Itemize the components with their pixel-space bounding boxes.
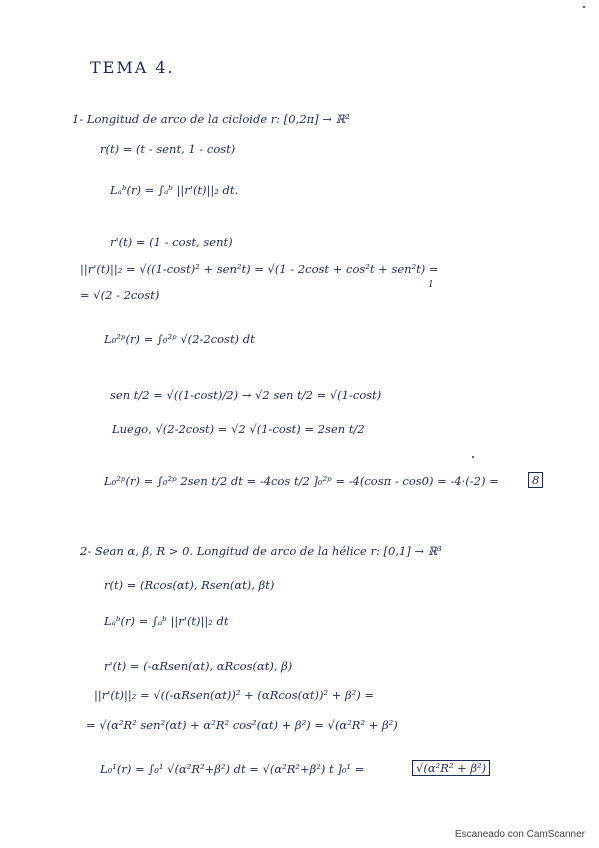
p1-line-8: Luego, √(2-2cost) = √2 √(1-cost) = 2sen t/2	[112, 422, 365, 436]
p1-line-2: Lₐᵇ(r) = ∫ₐᵇ ||r'(t)||₂ dt.	[110, 183, 239, 197]
p1-line-9: L₀²ᵖ(r) = ∫₀²ᵖ 2sen t/2 dt = -4cos t/2 ]₀²ᵖ = -4(cosπ - cos0) = -4·(-2) =	[104, 474, 499, 488]
p2-line-3: r'(t) = (-αRsen(αt), αRcos(αt), β)	[104, 659, 293, 673]
scanner-watermark: Escaneado con CamScanner	[454, 829, 585, 840]
p2-line-4: ||r'(t)||₂ = √((-αRsen(αt))² + (αRcos(αt))² + β²) =	[94, 688, 375, 702]
p1-line-6: L₀²ᵖ(r) = ∫₀²ᵖ √(2-2cost) dt	[104, 332, 255, 346]
p1-line-3: r'(t) = (1 - cost, sent)	[110, 235, 233, 249]
page-title: TEMA 4.	[90, 58, 175, 77]
scan-speck	[583, 6, 585, 8]
problem-1-header: 1- Longitud de arco de la cicloide r: [0,2π] → ℝ²	[72, 112, 350, 126]
scan-speck	[472, 456, 474, 458]
p2-line-5: = √(α²R² sen²(αt) + α²R² cos²(αt) + β²) = √(α²R² + β²)	[86, 718, 398, 732]
p2-line-1: r(t) = (Rcos(αt), Rsen(αt), βt)	[104, 578, 275, 592]
p2-result-box: √(α²R² + β²)	[412, 760, 490, 776]
p1-result-box: 8	[528, 472, 543, 488]
p1-line-1: r(t) = (t - sent, 1 - cost)	[100, 142, 236, 156]
p1-line-4: ||r'(t)||₂ = √((1-cost)² + sen²t) = √(1 - 2cost + cos²t + sen²t) =	[80, 262, 439, 276]
p2-line-2: Lₐᵇ(r) = ∫ₐᵇ ||r'(t)||₂ dt	[104, 614, 229, 628]
p1-annotation-one: 1	[428, 280, 434, 290]
p2-line-6: L₀¹(r) = ∫₀¹ √(α²R²+β²) dt = √(α²R²+β²) t ]₀¹ =	[100, 762, 365, 776]
problem-2-header: 2- Sean α, β, R > 0. Longitud de arco de la hélice r: [0,1] → ℝ³	[80, 544, 442, 558]
p1-line-5: = √(2 - 2cost)	[80, 288, 160, 302]
p1-line-7: sen t/2 = √((1-cost)/2) → √2 sen t/2 = √(1-cost)	[110, 388, 382, 402]
